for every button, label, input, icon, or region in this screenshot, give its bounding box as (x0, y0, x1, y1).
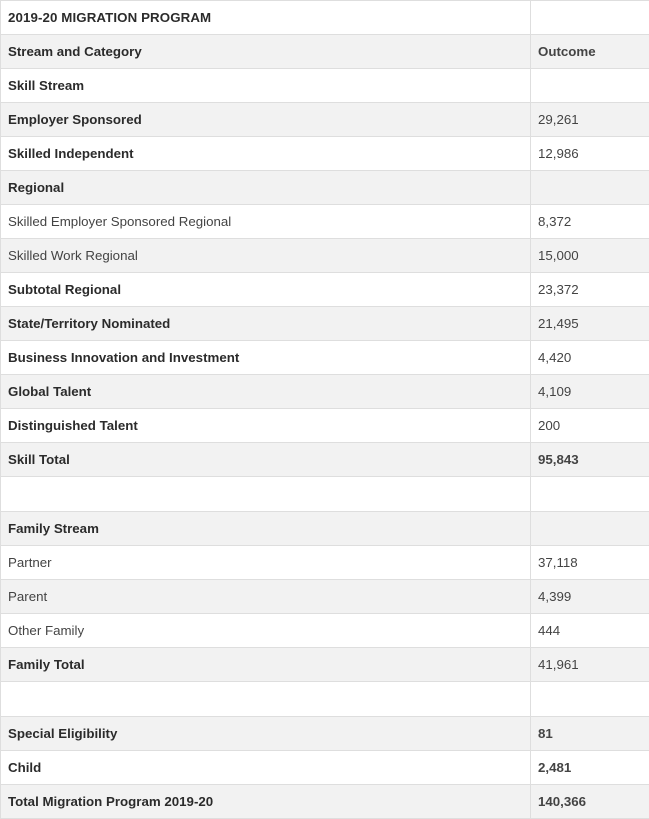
row-value: 2,481 (531, 751, 649, 785)
table-title-row (1, 1, 649, 35)
row-value: 140,366 (531, 785, 649, 819)
row-label: Special Eligibility (1, 717, 531, 751)
row-value: 37,118 (531, 546, 649, 580)
row-label: Partner (1, 546, 531, 580)
table-row (1, 239, 649, 273)
row-value: 81 (531, 717, 649, 751)
row-value: 4,109 (531, 375, 649, 409)
table-row (1, 205, 649, 239)
row-value: 15,000 (531, 239, 649, 273)
table-row (1, 546, 649, 580)
table-row (1, 103, 649, 137)
table-title-spacer-cell (531, 1, 649, 35)
table-row (1, 69, 649, 103)
table-row (1, 307, 649, 341)
row-label: Employer Sponsored (1, 103, 531, 137)
row-label: State/Territory Nominated (1, 307, 531, 341)
table-row (1, 409, 649, 443)
row-value (531, 69, 649, 103)
table-row (1, 751, 649, 785)
row-value: 444 (531, 614, 649, 648)
row-label: Skilled Work Regional (1, 239, 531, 273)
table-header-row (1, 35, 649, 69)
table-body (1, 1, 649, 819)
spacer-value-cell (531, 682, 649, 717)
row-value: 29,261 (531, 103, 649, 137)
row-label: Total Migration Program 2019-20 (1, 785, 531, 819)
row-label: Distinguished Talent (1, 409, 531, 443)
row-label: Skilled Employer Sponsored Regional (1, 205, 531, 239)
row-value: 200 (531, 409, 649, 443)
row-label: Parent (1, 580, 531, 614)
row-label: Family Stream (1, 512, 531, 546)
table-row (1, 717, 649, 751)
table-row (1, 580, 649, 614)
table-row (1, 273, 649, 307)
row-label: Family Total (1, 648, 531, 682)
row-label: Skill Stream (1, 69, 531, 103)
row-label: Other Family (1, 614, 531, 648)
row-value: 8,372 (531, 205, 649, 239)
row-label: Global Talent (1, 375, 531, 409)
table-row (1, 512, 649, 546)
row-label: Skill Total (1, 443, 531, 477)
table-spacer-row (1, 477, 649, 512)
row-value: 12,986 (531, 137, 649, 171)
column-header-outcome: Outcome (531, 35, 649, 69)
table-row (1, 375, 649, 409)
table-row (1, 341, 649, 375)
table-row (1, 137, 649, 171)
row-value: 4,399 (531, 580, 649, 614)
row-label: Business Innovation and Investment (1, 341, 531, 375)
row-value: 21,495 (531, 307, 649, 341)
spacer-label-cell (1, 682, 531, 717)
spacer-value-cell (531, 477, 649, 512)
row-label: Subtotal Regional (1, 273, 531, 307)
row-value (531, 512, 649, 546)
row-value: 41,961 (531, 648, 649, 682)
spacer-label-cell (1, 477, 531, 512)
row-value: 95,843 (531, 443, 649, 477)
row-value: 4,420 (531, 341, 649, 375)
row-label: Regional (1, 171, 531, 205)
table-title: 2019-20 MIGRATION PROGRAM (1, 1, 531, 35)
row-label: Child (1, 751, 531, 785)
column-header-category: Stream and Category (1, 35, 531, 69)
table-row (1, 785, 649, 819)
table-row (1, 648, 649, 682)
table-row (1, 171, 649, 205)
table-spacer-row (1, 682, 649, 717)
table-row (1, 614, 649, 648)
table-row (1, 443, 649, 477)
row-label: Skilled Independent (1, 137, 531, 171)
row-value: 23,372 (531, 273, 649, 307)
row-value (531, 171, 649, 205)
